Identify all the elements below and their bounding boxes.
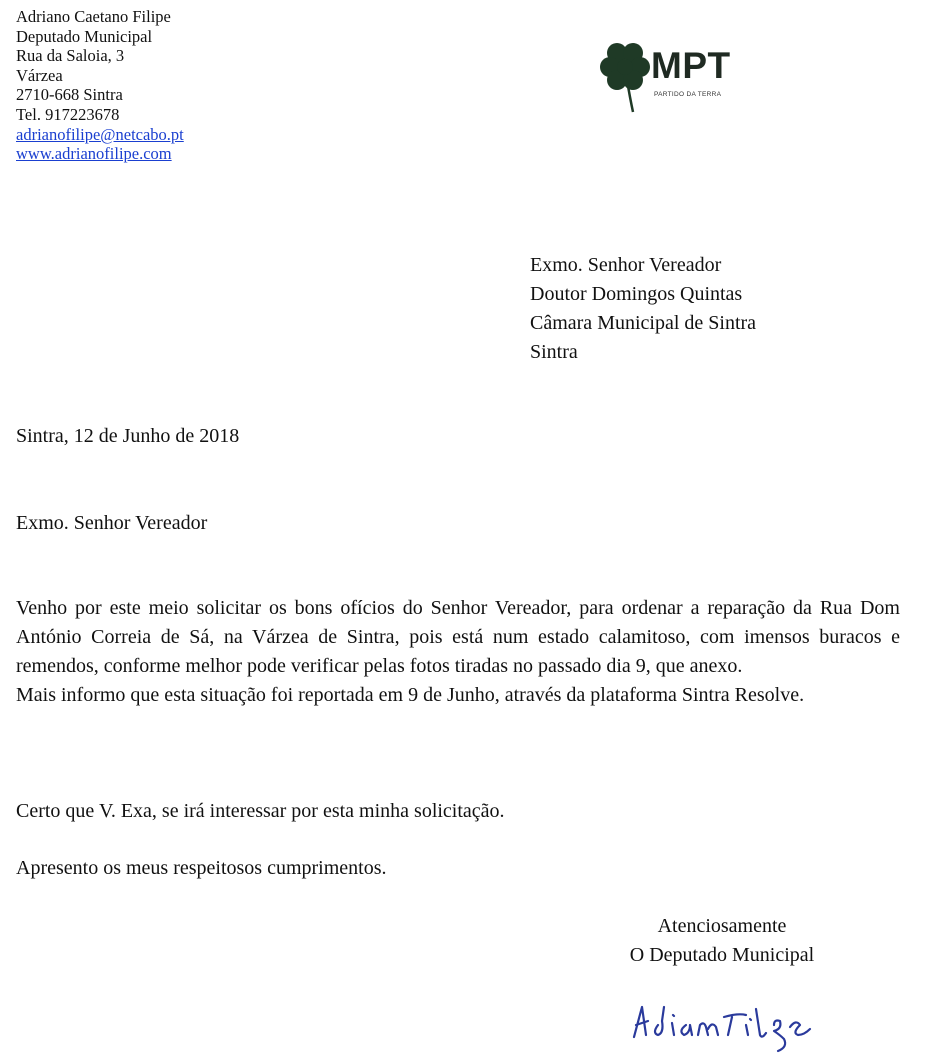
body-paragraph: Venho por este meio solicitar os bons ofícios do Senhor Vereador, para ordenar a reparação da Rua Dom António Correia de Sá, na Várzea de Sintra, pois está num estado calamitoso, com imensos buracos e remendos, conforme melhor pode verificar pelas fotos tiradas no passado dia 9, que anexo.: [16, 597, 900, 677]
body-paragraph: Mais informo que esta situação foi reportada em 9 de Junho, através da plataforma Sintra Resolve.: [16, 684, 805, 706]
letter-body: [16, 594, 900, 710]
sender-role: Deputado Municipal: [16, 26, 153, 46]
recipient-line: Sintra: [530, 341, 578, 363]
sender-block: [16, 7, 184, 164]
sender-email-link[interactable]: adrianofilipe@netcabo.pt: [16, 124, 184, 144]
closing-line: Certo que V. Exa, se irá interessar por esta minha solicitação.: [16, 800, 505, 822]
logo-subtitle: PARTIDO DA TERRA: [654, 91, 722, 98]
signoff-block: [600, 912, 844, 970]
recipient-line: Doutor Domingos Quintas: [530, 283, 743, 305]
date-line: Sintra, 12 de Junho de 2018: [16, 425, 240, 447]
party-logo: [597, 40, 747, 116]
sender-locality: Várzea: [16, 65, 63, 85]
sender-website-link[interactable]: www.adrianofilipe.com: [16, 144, 172, 164]
logo-text: MPT: [651, 45, 731, 86]
recipient-block: [530, 251, 756, 367]
recipient-line: Exmo. Senhor Vereador: [530, 254, 722, 276]
recipient-line: Câmara Municipal de Sintra: [530, 312, 757, 334]
signoff-line: O Deputado Municipal: [629, 944, 815, 966]
signoff-line: Atenciosamente: [657, 915, 787, 937]
closing-line: Apresento os meus respeitosos cumprimentos.: [16, 857, 387, 879]
sender-name: Adriano Caetano Filipe: [16, 7, 171, 26]
four-leaf-clover-icon: [597, 40, 655, 116]
handwritten-signature: [628, 995, 838, 1055]
salutation: Exmo. Senhor Vereador: [16, 512, 208, 534]
sender-postal: 2710-668 Sintra: [16, 85, 123, 105]
sender-phone: Tel. 917223678: [16, 104, 120, 124]
sender-street: Rua da Saloia, 3: [16, 46, 125, 66]
